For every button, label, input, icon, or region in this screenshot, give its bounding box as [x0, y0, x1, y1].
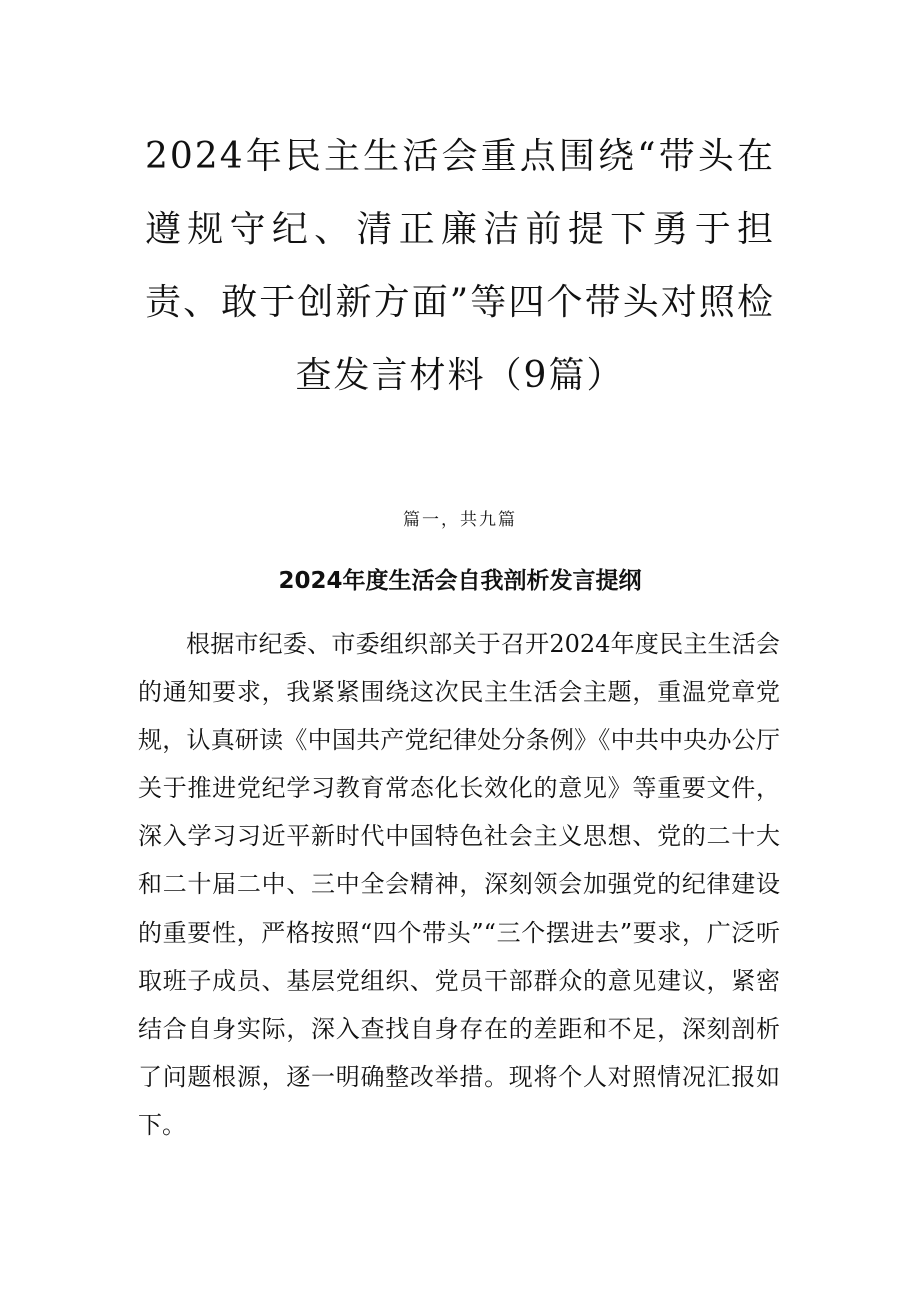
section-label: 篇一，共九篇: [403, 510, 517, 530]
section-subtitle: 2024年度生活会自我剖析发言提纲: [278, 568, 642, 594]
body-paragraph: 根据市纪委、市委组织部关于召开2024年度民主生活会的通知要求，我紧紧围绕这次民主生活会主题，重温党章党规，认真研读《中国共产党纪律处分条例》《中共中央办公厅关于推进党纪学习教育常态化长效化的意见》等重要文件，深入学习习近平新时代中国特色社会主义思想、党的二十大和二十届二中、三中全会精神，深刻领会加强党的纪律建设的重要性，严格按照“四个带头”“三个摆进去”要求，广泛听取班子成员、基层党组织、党员干部群众的意见建议，紧密结合自身实际，深入查找自身存在的差距和不足，深刻剖析了问题根源，逐一明确整改举措。现将个人对照情况汇报如下。: [138, 630, 780, 1139]
document-title: 2024年民主生活会重点围绕“带头在遵规守纪、清正廉洁前提下勇于担责、敢于创新方面”等四个带头对照检查发言材料（9篇）: [145, 136, 775, 396]
